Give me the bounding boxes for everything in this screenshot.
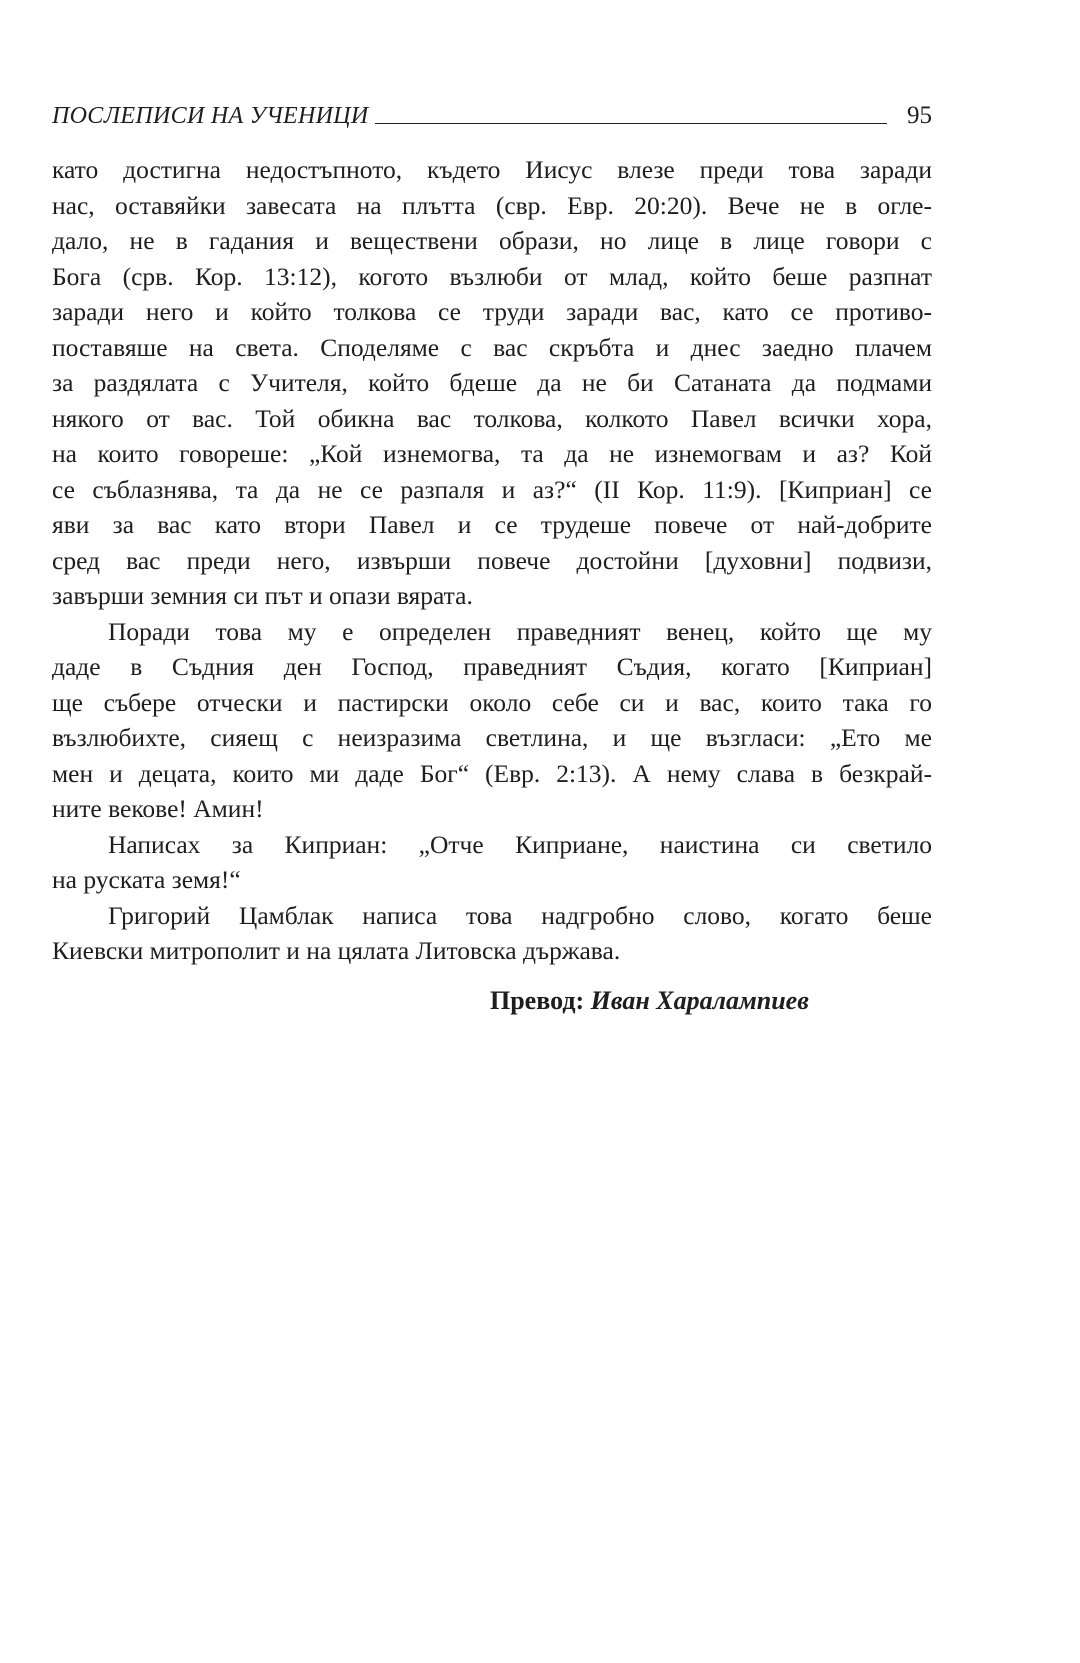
text-line: нас, оставяйки завесата на плътта (свр. Евр. 20:20). Вече не в огле-	[52, 190, 932, 220]
text-line: ще събере отчески и пастирски около себе си и вас, които така го	[52, 687, 932, 717]
running-head	[52, 92, 932, 128]
text-line: на руската земя!“	[52, 865, 241, 894]
text-line: дало, не в гадания и веществени образи, но лице в лице говори с	[52, 226, 932, 255]
text-line: ните векове! Амин!	[52, 794, 264, 823]
text-line: завърши земния си път и опази вярата.	[52, 581, 473, 610]
text-line: някого от вас. Той обикна вас толкова, колкото Павел всички хора,	[52, 403, 932, 433]
text-line: заради него и който толкова се труди заради вас, като се противо-	[52, 297, 932, 326]
text-line: за раздялата с Учителя, който бдеше да не би Сатаната да подмами	[52, 368, 932, 397]
paragraph-4	[52, 898, 932, 969]
text-line: сред вас преди него, извърши повече достойни [духовни] подвизи,	[52, 545, 932, 575]
text-line: като достигна недостъпното, където Иисус влезе преди това заради	[52, 155, 932, 184]
text-line: яви за вас като втори Павел и се трудеше повече от най-добрите	[52, 510, 932, 539]
translator-label: Превод:	[490, 986, 585, 1015]
translator-name: Иван Харалампиев	[590, 986, 809, 1015]
text-line: Киевски митрополит и на цялата Литовска държава.	[52, 936, 621, 965]
paragraph-1	[52, 152, 932, 614]
text-line: Бога (срв. Кор. 13:12), когото възлюби от млад, който беше разпнат	[52, 261, 932, 291]
text-line: на които говореше: „Кой изнемогва, та да не изнемогвам и аз? Кой	[52, 439, 932, 468]
text-line: се съблазнява, та да не се разпаля и аз?“ (II Кор. 11:9). [Киприан] се	[52, 474, 932, 504]
text-line: Григорий Цамблак написа това надгробно слово, когато беше	[108, 900, 932, 930]
paragraph-2	[52, 614, 932, 827]
page-number: 95	[907, 102, 932, 129]
translator-credit	[490, 986, 809, 1016]
text-line: Написах за Киприан: „Отче Киприане, наистина си светило	[108, 829, 932, 859]
running-head-title: ПОСЛЕПИСИ НА УЧЕНИЦИ	[52, 103, 369, 129]
text-line: мен и децата, които ми даде Бог“ (Евр. 2:13). А нему слава в безкрай-	[52, 758, 932, 788]
text-line: Поради това му е определен праведният венец, който ще му	[108, 616, 932, 646]
body-text	[52, 152, 932, 969]
text-line: даде в Съдния ден Господ, праведният Съдия, когато [Киприан]	[52, 652, 932, 681]
text-line: възлюбихте, сияещ с неизразима светлина, и ще възгласи: „Ето ме	[52, 723, 932, 752]
text-line: поставяше на света. Споделяме с вас скръбта и днес заедно плачем	[52, 332, 932, 362]
paragraph-3	[52, 827, 932, 898]
running-head-rule	[375, 123, 887, 124]
